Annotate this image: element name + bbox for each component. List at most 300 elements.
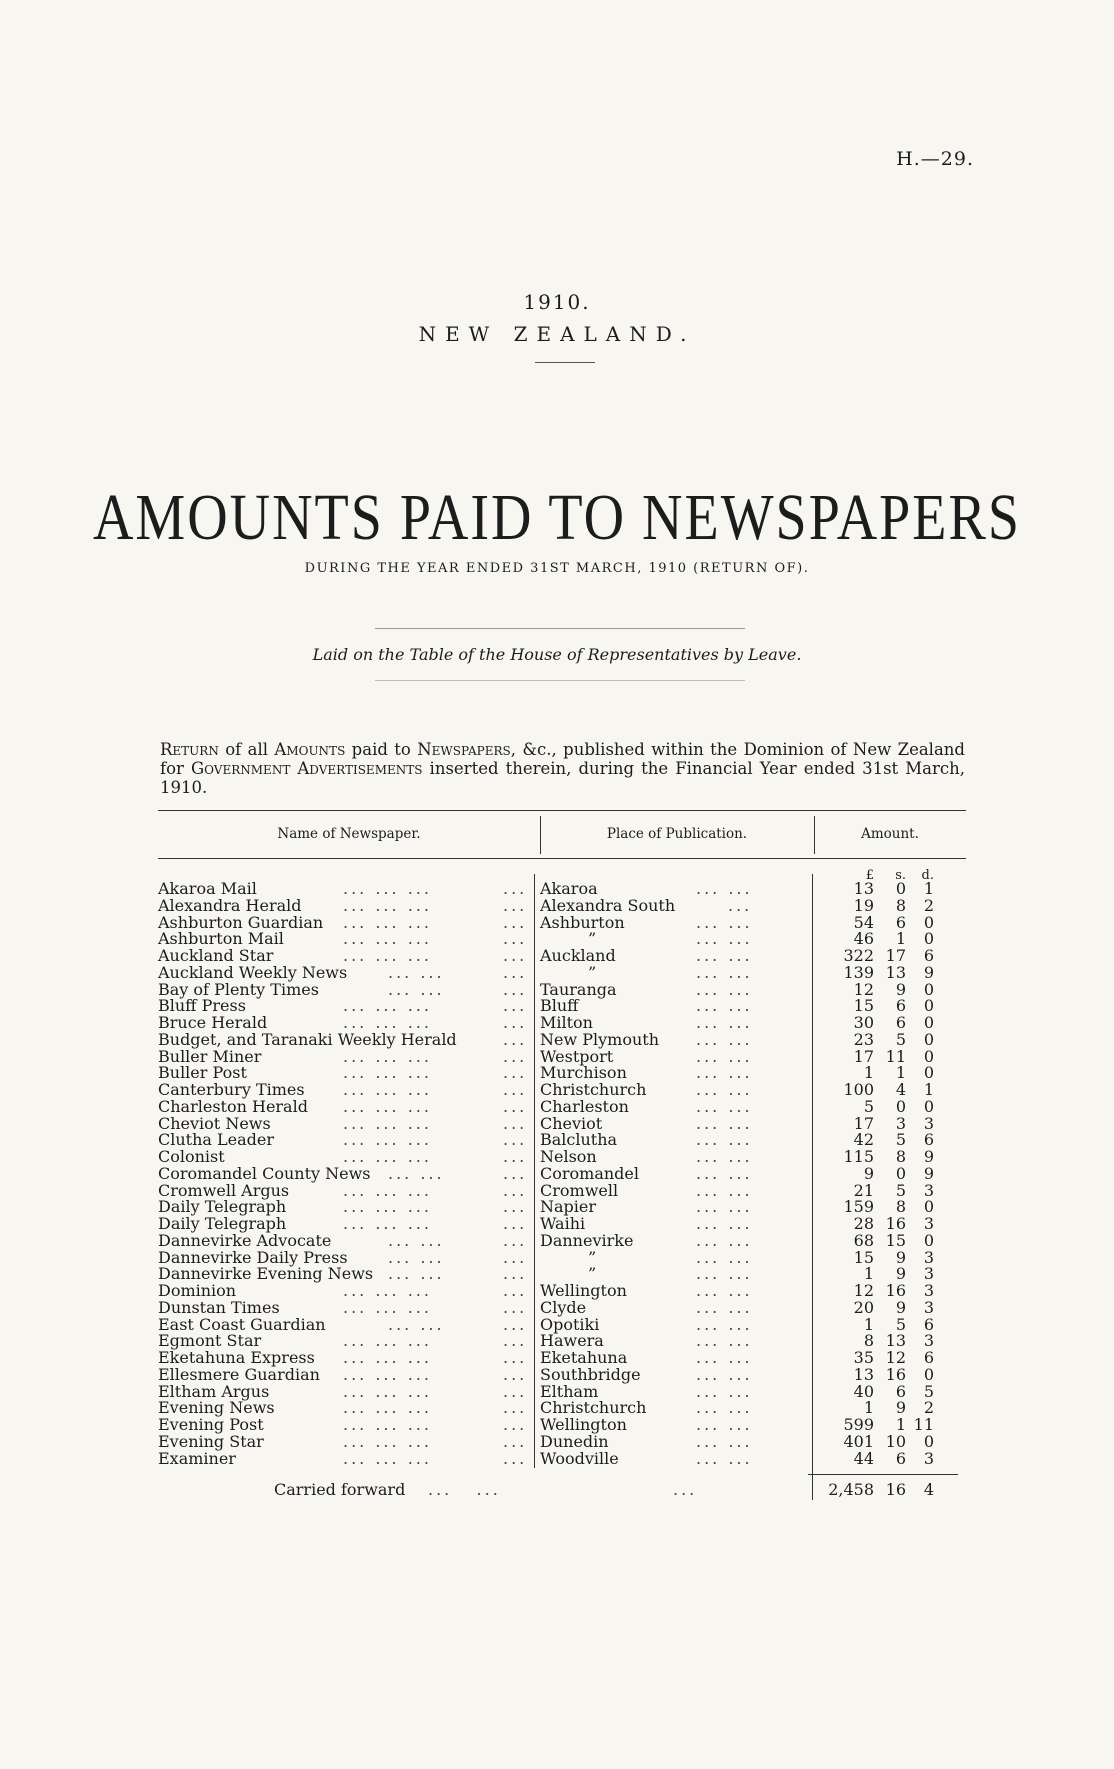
table-rule-header	[158, 858, 966, 859]
amount-pounds: 35	[853, 1348, 874, 1367]
leader-dots: ...	[503, 1130, 528, 1150]
leader-dots: ...	[503, 1197, 528, 1217]
leader-dots: ... ...	[696, 1348, 753, 1367]
intro-text: inserted therein, during the Financial Year ended 31st March, 1910.	[160, 759, 965, 797]
amount-pounds: 12	[853, 1281, 874, 1300]
newspaper-name: East Coast Guardian	[158, 1314, 326, 1334]
amount-pounds: 1	[863, 1063, 874, 1083]
leader-dots: ... ...	[696, 1230, 753, 1250]
leader-dots: ...	[673, 1480, 698, 1500]
amount-pence: 9	[923, 1147, 934, 1166]
leader-dots: ... ... ...	[343, 1281, 432, 1300]
leader-dots: ...	[503, 1264, 528, 1284]
amount-pence: 3	[923, 1214, 934, 1233]
amount-pence: 3	[923, 1247, 934, 1267]
leader-dots: ... ... ...	[343, 1431, 432, 1451]
amount-pence: 0	[923, 979, 934, 999]
leader-dots: ...	[503, 946, 528, 965]
leader-dots: ... ...	[696, 1214, 753, 1233]
table-rule-top	[158, 810, 966, 811]
amount-pounds: 54	[853, 912, 874, 932]
leader-dots: ... ...	[696, 1096, 753, 1116]
amount-shillings: 13	[885, 962, 906, 982]
amount-pounds: 40	[853, 1381, 874, 1401]
newspaper-name: Bluff Press	[158, 996, 246, 1016]
leader-dots: ... ...	[696, 1113, 753, 1133]
amount-pence: 9	[923, 1163, 934, 1183]
amount-shillings: 6	[895, 1013, 906, 1032]
amount-pounds: 21	[853, 1180, 874, 1200]
document-year: 1910.	[523, 290, 591, 314]
newspaper-name: Daily Telegraph	[158, 1197, 287, 1217]
publication-place: Dunedin	[540, 1431, 609, 1451]
leader-dots: ...	[503, 1398, 528, 1418]
newspaper-name: Ashburton Mail	[158, 929, 284, 949]
amount-pounds: 1	[863, 1398, 874, 1418]
publication-place: Woodville	[540, 1448, 619, 1468]
leader-dots: ... ...	[696, 1431, 753, 1451]
leader-dots: ... ...	[696, 1364, 753, 1384]
amount-pounds: 46	[853, 929, 874, 949]
intro-text: of all	[218, 740, 275, 759]
leader-dots: ...	[503, 979, 528, 999]
amount-pounds: 1	[863, 1264, 874, 1284]
leader-dots: ... ...	[388, 1247, 445, 1267]
amount-pence: 11	[913, 1415, 934, 1434]
amount-shillings: 0	[895, 1096, 906, 1116]
amount-pence: 0	[923, 1029, 934, 1049]
leader-dots: ...	[503, 929, 528, 949]
leader-dots: ...	[503, 1096, 528, 1116]
publication-place: Cheviot	[540, 1113, 603, 1133]
leader-dots: ... ...	[696, 1063, 753, 1083]
leader-dots: ... ... ...	[343, 1063, 432, 1083]
leader-dots: ...	[503, 879, 528, 898]
leader-dots: ... ...	[388, 962, 445, 982]
leader-dots: ... ...	[696, 1381, 753, 1401]
amount-pence: 0	[923, 1197, 934, 1217]
leader-dots: ... ... ...	[343, 929, 432, 949]
carried-forward-shillings: 16	[885, 1480, 906, 1500]
newspaper-name: Buller Miner	[158, 1046, 262, 1066]
newspaper-name: Examiner	[158, 1448, 236, 1468]
newspaper-name: Cheviot News	[158, 1113, 271, 1133]
leader-dots: ... ...	[696, 1147, 753, 1166]
leader-dots: ... ...	[696, 879, 753, 898]
publication-place: Cromwell	[540, 1180, 619, 1200]
leader-dots: ... ... ...	[343, 1415, 432, 1434]
leader-dots: ...	[503, 1046, 528, 1066]
publication-place: Southbridge	[540, 1364, 641, 1384]
publication-place: Westport	[540, 1046, 614, 1066]
publication-place: Eltham	[540, 1381, 599, 1401]
amount-shillings: 9	[895, 1264, 906, 1284]
leader-dots: ... ...	[696, 996, 753, 1016]
amount-shillings: 16	[885, 1364, 906, 1384]
newspaper-name: Budget, and Taranaki Weekly Herald	[158, 1029, 457, 1049]
amount-pence: 3	[923, 1180, 934, 1200]
page-reference: H.—29.	[896, 148, 974, 170]
amount-pence: 6	[923, 946, 934, 965]
leader-dots: ... ... ...	[343, 1080, 432, 1099]
amount-shillings: 9	[895, 1297, 906, 1317]
leader-dots: ... ...	[696, 1130, 753, 1150]
amount-shillings: 3	[895, 1113, 906, 1133]
leader-dots: ... ... ...	[343, 1348, 432, 1367]
leader-dots: ...	[503, 1381, 528, 1401]
leader-dots: ... ... ...	[343, 1046, 432, 1066]
amount-shillings: 9	[895, 979, 906, 999]
amount-pence: 1	[923, 879, 934, 898]
amount-pence: 3	[923, 1281, 934, 1300]
leader-dots: ... ... ...	[343, 1130, 432, 1150]
newspaper-name: Dominion	[158, 1281, 237, 1300]
leader-dots: ... ... ...	[343, 1214, 432, 1233]
newspaper-name: Auckland Star	[158, 946, 274, 965]
leader-dots: ...	[503, 1314, 528, 1334]
leader-dots: ... ...	[696, 929, 753, 949]
amount-pence: 6	[923, 1348, 934, 1367]
divider	[375, 680, 745, 681]
unit-pence: d.	[921, 868, 934, 883]
amount-shillings: 1	[895, 1063, 906, 1083]
table-row	[158, 1450, 966, 1468]
leader-dots: ... ...	[696, 912, 753, 932]
document-subtitle: DURING THE YEAR ENDED 31ST MARCH, 1910 (RETURN OF).	[304, 561, 810, 576]
newspaper-name: Egmont Star	[158, 1331, 262, 1351]
leader-dots: ...	[503, 895, 528, 915]
amount-pence: 0	[923, 912, 934, 932]
amount-shillings: 8	[895, 1147, 906, 1166]
newspaper-name: Ashburton Guardian	[158, 912, 324, 932]
amount-pence: 1	[923, 1080, 934, 1099]
leader-dots: ... ...	[696, 1247, 753, 1267]
amount-shillings: 0	[895, 1163, 906, 1183]
newspaper-name: Coromandel County News	[158, 1163, 371, 1183]
intro-word: Newspapers	[417, 740, 511, 759]
newspaper-name: Canterbury Times	[158, 1080, 305, 1099]
newspaper-name: Buller Post	[158, 1063, 247, 1083]
amount-pence: 0	[923, 1063, 934, 1083]
leader-dots: ...	[503, 1113, 528, 1133]
newspaper-name: Clutha Leader	[158, 1130, 275, 1150]
country-heading: NEW ZEALAND.	[418, 322, 696, 346]
unit-pounds: £	[865, 868, 874, 883]
amount-shillings: 11	[885, 1046, 906, 1066]
divider	[535, 362, 595, 363]
leader-dots: ... ...	[696, 979, 753, 999]
amount-pence: 5	[923, 1381, 934, 1401]
amount-pence: 2	[923, 1398, 934, 1418]
amount-pence: 3	[923, 1264, 934, 1284]
publication-place: Alexandra South	[540, 895, 676, 915]
amount-pounds: 115	[843, 1147, 874, 1166]
newspaper-name: Bay of Plenty Times	[158, 979, 319, 999]
leader-dots: ... ...	[388, 1314, 445, 1334]
leader-dots: ...	[503, 1348, 528, 1367]
amount-pence: 2	[923, 895, 934, 915]
amount-pounds: 28	[853, 1214, 874, 1233]
amount-shillings: 4	[895, 1080, 906, 1099]
amount-shillings: 12	[885, 1348, 906, 1367]
amount-pounds: 15	[853, 1247, 874, 1267]
publication-place: Auckland	[540, 946, 616, 965]
leader-dots: ... ...	[696, 1029, 753, 1049]
publication-place: ”	[588, 929, 597, 949]
amount-shillings: 15	[885, 1230, 906, 1250]
publication-place: Charleston	[540, 1096, 629, 1116]
amount-pounds: 30	[853, 1013, 874, 1032]
amount-pence: 0	[923, 1013, 934, 1032]
publication-place: Clyde	[540, 1297, 587, 1317]
amount-shillings: 16	[885, 1214, 906, 1233]
leader-dots: ...	[503, 1063, 528, 1083]
amount-shillings: 0	[895, 879, 906, 898]
amount-pounds: 19	[853, 895, 874, 915]
leader-dots: ... ...	[696, 962, 753, 982]
leader-dots: ...	[503, 1431, 528, 1451]
leader-dots: ... ... ...	[343, 1364, 432, 1384]
leader-dots: ... ...	[388, 979, 445, 999]
amount-shillings: 5	[895, 1130, 906, 1150]
amount-shillings: 6	[895, 1381, 906, 1401]
leader-dots: ... ...	[388, 1264, 445, 1284]
amount-pence: 0	[923, 1364, 934, 1384]
newspaper-name: Eketahuna Express	[158, 1348, 315, 1367]
newspaper-name: Dannevirke Evening News	[158, 1264, 374, 1284]
leader-dots: ... ... ...	[343, 879, 432, 898]
publication-place: Wellington	[540, 1415, 627, 1434]
leader-dots: ... ...	[696, 1297, 753, 1317]
leader-dots: ...	[503, 1013, 528, 1032]
unit-shillings: s.	[895, 868, 906, 883]
publication-place: Coromandel	[540, 1163, 639, 1183]
publication-place: Balclutha	[540, 1130, 618, 1150]
divider	[375, 628, 745, 629]
publication-place: Nelson	[540, 1147, 597, 1166]
publication-place: Napier	[540, 1197, 597, 1217]
publication-place: Tauranga	[540, 979, 617, 999]
amount-pounds: 12	[853, 979, 874, 999]
publication-place: Waihi	[540, 1214, 586, 1233]
amount-pounds: 599	[843, 1415, 874, 1434]
amount-pence: 6	[923, 1314, 934, 1334]
amount-pounds: 23	[853, 1029, 874, 1049]
laid-on-table-note: Laid on the Table of the House of Representatives by Leave.	[312, 645, 802, 664]
intro-text: , &c., published within the Dominion of New Zealand for	[160, 740, 965, 778]
leader-dots: ... ...	[696, 1080, 753, 1099]
carried-forward-pounds: 2,458	[828, 1480, 874, 1500]
leader-dots: ...	[503, 1415, 528, 1434]
intro-text: paid to	[345, 740, 418, 759]
carried-forward-label: Carried forward	[274, 1480, 406, 1500]
leader-dots: ... ...	[696, 1448, 753, 1468]
leader-dots: ... ...	[696, 1197, 753, 1217]
publication-place: New Plymouth	[540, 1029, 660, 1049]
leader-dots: ...	[503, 1331, 528, 1351]
header-amount: Amount.	[861, 826, 919, 842]
leader-dots: ... ...	[696, 1264, 753, 1284]
newspaper-name: Dunstan Times	[158, 1297, 280, 1317]
leader-dots: ... ... ...	[343, 912, 432, 932]
amount-pounds: 401	[843, 1431, 874, 1451]
publication-place: Wellington	[540, 1281, 627, 1300]
leader-dots: ... ... ...	[343, 946, 432, 965]
amount-pence: 3	[923, 1297, 934, 1317]
newspaper-name: Dannevirke Advocate	[158, 1230, 332, 1250]
amount-pence: 6	[923, 1130, 934, 1150]
publication-place: ”	[588, 962, 597, 982]
amount-shillings: 8	[895, 1197, 906, 1217]
amount-pounds: 159	[843, 1197, 874, 1217]
amount-pounds: 322	[843, 946, 874, 965]
amount-pounds: 44	[853, 1448, 874, 1468]
amount-shillings: 17	[885, 946, 906, 965]
newspaper-name: Evening News	[158, 1398, 275, 1418]
amount-pounds: 15	[853, 996, 874, 1016]
publication-place: Hawera	[540, 1331, 604, 1351]
leader-dots: ...	[503, 1364, 528, 1384]
leader-dots: ... ... ...	[343, 1398, 432, 1418]
amount-pounds: 42	[853, 1130, 874, 1150]
amount-pence: 3	[923, 1113, 934, 1133]
leader-dots: ... ...	[388, 1230, 445, 1250]
amount-pounds: 100	[843, 1080, 874, 1099]
leader-dots: ...	[503, 1247, 528, 1267]
header-name: Name of Newspaper.	[277, 826, 421, 842]
amount-shillings: 9	[895, 1398, 906, 1418]
amount-pounds: 68	[853, 1230, 874, 1250]
newspaper-name: Evening Star	[158, 1431, 264, 1451]
amount-pounds: 139	[843, 962, 874, 982]
amount-pounds: 20	[853, 1297, 874, 1317]
newspaper-name: Colonist	[158, 1147, 225, 1166]
amount-pounds: 1	[863, 1314, 874, 1334]
amount-shillings: 8	[895, 895, 906, 915]
newspaper-name: Akaroa Mail	[158, 879, 257, 898]
leader-dots: ... ...	[696, 1180, 753, 1200]
leader-dots: ... ... ...	[343, 895, 432, 915]
carried-forward-pence: 4	[923, 1480, 934, 1500]
leader-dots: ... ... ...	[343, 1197, 432, 1217]
leader-dots: ... ...	[428, 1480, 501, 1500]
leader-dots: ...	[503, 1448, 528, 1468]
publication-place: ”	[588, 1264, 597, 1284]
leader-dots: ...	[503, 1281, 528, 1300]
amount-shillings: 1	[895, 1415, 906, 1434]
leader-dots: ...	[503, 1080, 528, 1099]
leader-dots: ...	[503, 1163, 528, 1183]
amount-pence: 0	[923, 929, 934, 949]
leader-dots: ... ...	[696, 1281, 753, 1300]
leader-dots: ...	[503, 962, 528, 982]
amount-shillings: 13	[885, 1331, 906, 1351]
leader-dots: ...	[503, 1230, 528, 1250]
leader-dots: ...	[503, 996, 528, 1016]
newspaper-name: Daily Telegraph	[158, 1214, 287, 1233]
amount-pence: 0	[923, 996, 934, 1016]
publication-place: Christchurch	[540, 1398, 647, 1418]
amount-pounds: 13	[853, 879, 874, 898]
publication-place: Christchurch	[540, 1080, 647, 1099]
leader-dots: ... ... ...	[343, 1180, 432, 1200]
amount-shillings: 6	[895, 1448, 906, 1468]
amount-shillings: 1	[895, 929, 906, 949]
leader-dots: ...	[503, 1214, 528, 1233]
leader-dots: ...	[503, 1297, 528, 1317]
newspaper-name: Auckland Weekly News	[158, 962, 348, 982]
leader-dots: ... ...	[696, 1046, 753, 1066]
intro-word: Government Advertisements	[191, 759, 423, 778]
leader-dots: ... ... ...	[343, 996, 432, 1016]
amount-pence: 3	[923, 1331, 934, 1351]
intro-word: Amounts	[274, 740, 346, 759]
leader-dots: ... ... ...	[343, 1013, 432, 1032]
publication-place: Murchison	[540, 1063, 627, 1083]
document-title: AMOUNTS PAID TO NEWSPAPERS	[92, 481, 1021, 555]
newspaper-name: Dannevirke Daily Press	[158, 1247, 348, 1267]
leader-dots: ... ... ...	[343, 1297, 432, 1317]
newspaper-name: Bruce Herald	[158, 1013, 268, 1032]
newspaper-name: Ellesmere Guardian	[158, 1364, 320, 1384]
publication-place: Milton	[540, 1013, 593, 1032]
leader-dots: ... ... ...	[343, 1448, 432, 1468]
publication-place: Eketahuna	[540, 1348, 628, 1367]
amount-pence: 3	[923, 1448, 934, 1468]
amount-pounds: 17	[853, 1113, 874, 1133]
leader-dots: ... ...	[696, 1314, 753, 1334]
leader-dots: ... ...	[696, 1331, 753, 1351]
newspaper-name: Eltham Argus	[158, 1381, 270, 1401]
amount-shillings: 5	[895, 1029, 906, 1049]
newspaper-name: Charleston Herald	[158, 1096, 308, 1116]
intro-paragraph	[160, 740, 965, 797]
newspaper-name: Cromwell Argus	[158, 1180, 290, 1200]
amount-pounds: 17	[853, 1046, 874, 1066]
amount-pence: 0	[923, 1096, 934, 1116]
leader-dots: ... ...	[388, 1163, 445, 1183]
leader-dots: ... ... ...	[343, 1096, 432, 1116]
amount-shillings: 6	[895, 912, 906, 932]
amount-pounds: 5	[863, 1096, 874, 1116]
amount-shillings: 16	[885, 1281, 906, 1300]
amount-shillings: 10	[885, 1431, 906, 1451]
leader-dots: ... ... ...	[343, 1331, 432, 1351]
leader-dots: ... ... ...	[343, 1381, 432, 1401]
total-rule	[808, 1474, 958, 1475]
leader-dots: ... ... ...	[343, 1113, 432, 1133]
amount-shillings: 5	[895, 1180, 906, 1200]
leader-dots: ...	[503, 1147, 528, 1166]
amount-pence: 0	[923, 1431, 934, 1451]
leader-dots: ...	[503, 1029, 528, 1049]
amount-shillings: 6	[895, 996, 906, 1016]
leader-dots: ... ...	[696, 1013, 753, 1032]
publication-place: Dannevirke	[540, 1230, 634, 1250]
newspaper-name: Evening Post	[158, 1415, 264, 1434]
publication-place: Ashburton	[540, 912, 625, 932]
leader-dots: ...	[503, 1180, 528, 1200]
amount-pence: 0	[923, 1046, 934, 1066]
amount-pounds: 8	[863, 1331, 874, 1351]
amount-pence: 0	[923, 1230, 934, 1250]
publication-place: Akaroa	[540, 879, 598, 898]
leader-dots: ... ...	[696, 1415, 753, 1434]
amount-pence: 9	[923, 962, 934, 982]
newspaper-name: Alexandra Herald	[158, 895, 302, 915]
amount-pounds: 9	[863, 1163, 874, 1183]
publication-place: Opotiki	[540, 1314, 600, 1334]
